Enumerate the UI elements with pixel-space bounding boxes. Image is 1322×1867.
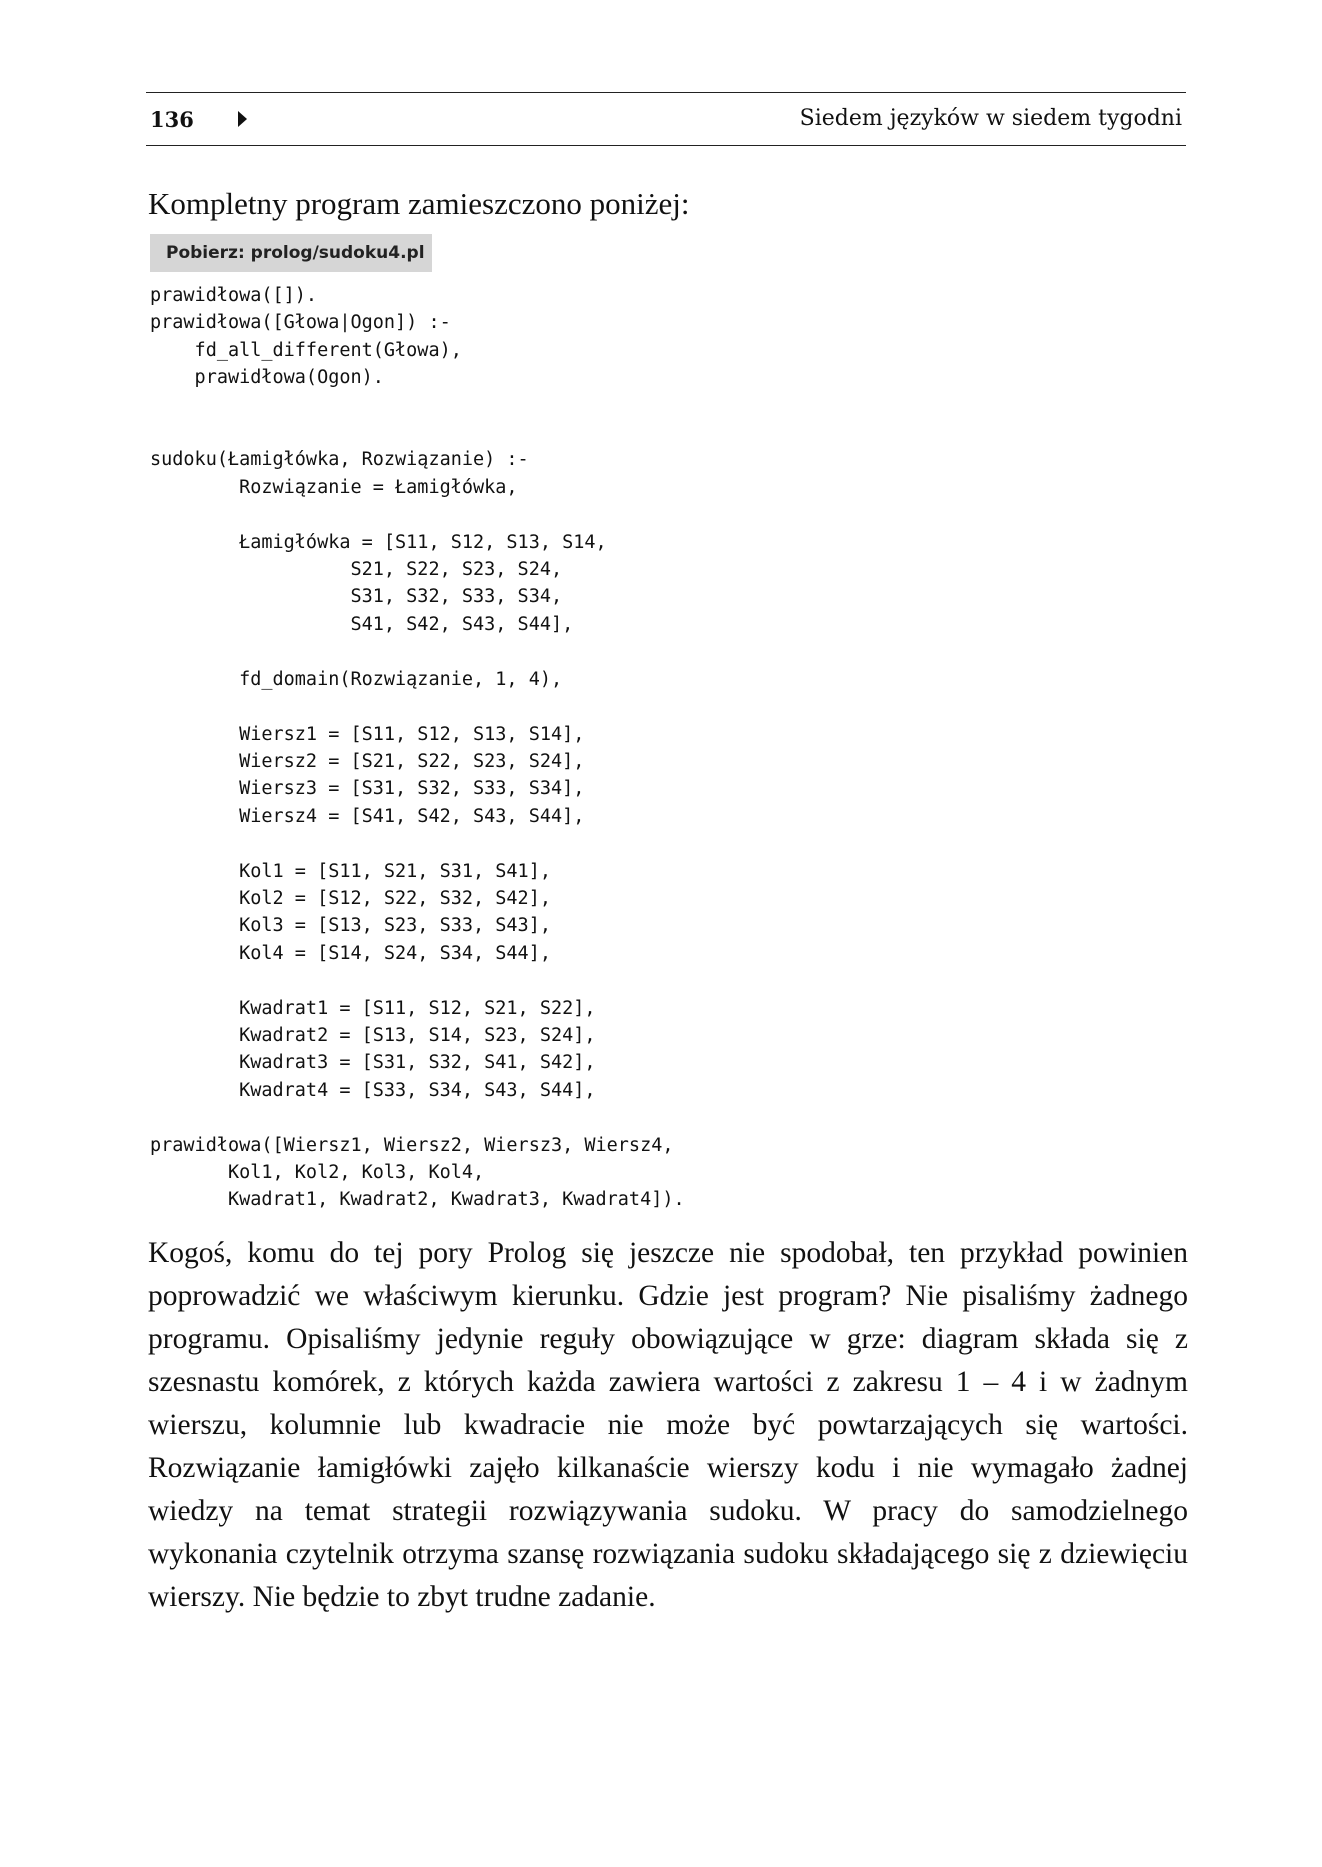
code-listing: prawidłowa([]). prawidłowa([Głowa|Ogon]) :- fd_all_different(Głowa), prawidłowa(Ogon). sudoku(Łamigłówka, Rozwiązanie) :- Rozwiązanie = Łamigłówka, Łamigłówka = [S11, S12, S13, S14, S21, S22, S23, S24, S31, S32, S33, S34, S41, S42, S43, S44], fd_domain(Rozwiązanie, 1, 4), Wiersz1 = [S11, S12, S13, S14], Wiersz2 = [S21, S22, S23, S24], Wiersz3 = [S31, S32, S33, S34], Wiersz4 = [S41, S42, S43, S44], Kol1 = [S11, S21, S31, S41], Kol2 = [S12, S22, S32, S42], Kol3 = [S13, S23, S33, S43], Kol4 = [S14, S24, S34, S44], Kwadrat1 = [S11, S12, S21, S22], Kwadrat2 = [S13, S14, S23, S24], Kwadrat3 = [S31, S32, S41, S42], Kwadrat4 = [S33, S34, S43, S44], prawidłowa([Wiersz1, Wiersz2, Wiersz3, Wiersz4, Kol1, Kol2, Kol3, Kol4, Kwadrat1, Kwadrat2, Kwadrat3, Kwadrat4]). <box>150 285 685 1211</box>
body-paragraph: Kogoś, komu do tej pory Prolog się jeszcze nie spodobał, ten przykład powinien poprowadzić we właściwym kierunku. Gdzie jest program? Nie pisaliśmy żadnego programu. Opisaliśmy jedynie reguły obowiązujące w grze: diagram składa się z szesnastu komórek, z których każda zawiera wartości z zakresu 1 – 4 i w żadnym wierszu, kolumnie lub kwadracie nie może być powtarzających się wartości. Rozwiązanie łamigłówki zajęło kilkanaście wierszy kodu i nie wymagało żadnej wiedzy na temat strategii rozwiązywania sudoku. W pracy do samodzielnego wykonania czytelnik otrzyma szansę rozwiązania sudoku składającego się z dziewięciu wierszy. Nie będzie to zbyt trudne zadanie. <box>148 1237 1188 1613</box>
page-number: 136 <box>150 107 194 132</box>
running-title: Siedem języków w siedem tygodni <box>799 106 1182 131</box>
page-header <box>146 92 1186 146</box>
download-label: Pobierz: prolog/sudoku4.pl <box>150 234 432 272</box>
triangle-right-icon <box>238 111 247 127</box>
intro-sentence: Kompletny program zamieszczono poniżej: <box>148 186 690 221</box>
